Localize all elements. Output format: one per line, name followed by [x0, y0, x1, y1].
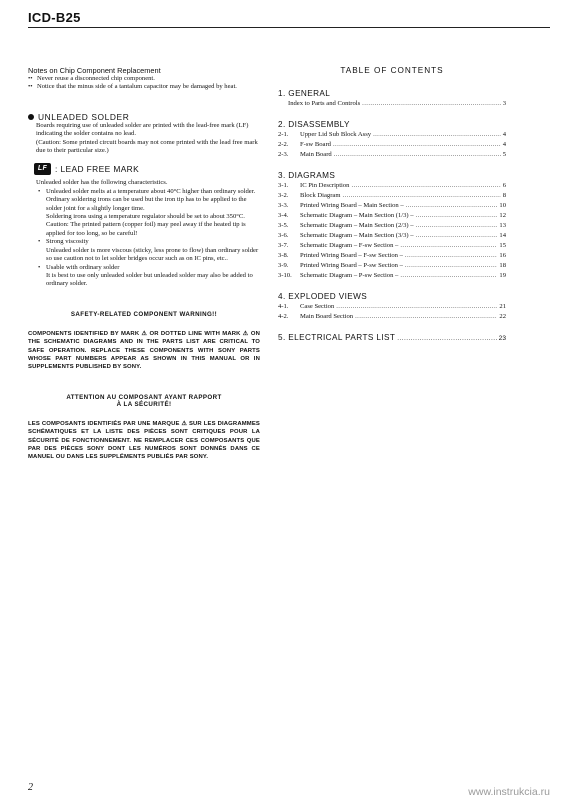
toc-entry-page: 13	[499, 222, 506, 229]
toc-entry-label: Schematic Diagram – Main Section (2/3) –	[300, 222, 414, 229]
toc-leader-dots	[405, 261, 497, 271]
safety-warning-fr	[28, 394, 260, 462]
bullet-icon: •	[38, 238, 41, 246]
toc-entry[interactable]	[278, 302, 506, 312]
toc-entry-number: 3-3.	[278, 202, 289, 209]
toc-entry-label: Printed Wiring Board – Main Section –	[300, 202, 404, 209]
chip-note-text: Notice that the minus side of a tantalum capacitor may be damaged by heat.	[37, 83, 237, 91]
toc-entry-page: 4	[502, 131, 506, 138]
toc-entry-number: 3-6.	[278, 232, 289, 239]
toc-entry-label: Schematic Diagram – F-sw Section –	[300, 242, 399, 249]
toc-entry[interactable]	[278, 231, 506, 241]
chip-notes-title: Notes on Chip Component Replacement	[28, 66, 161, 75]
toc-entry[interactable]	[278, 99, 506, 109]
toc-entry-page: 14	[499, 232, 506, 239]
safety-warning-en	[28, 311, 260, 372]
toc-entry[interactable]	[278, 150, 506, 160]
toc-section	[278, 120, 506, 160]
toc-leader-dots	[336, 302, 497, 312]
unleaded-caution: (Caution: Some printed circuit boards may not come printed with the lead free mark due to their particular size.)	[36, 138, 258, 155]
toc-leader-dots	[400, 271, 497, 281]
header-rule	[28, 27, 550, 28]
lead-free-logo-icon: LF	[34, 163, 51, 175]
toc-leader-dots	[416, 231, 498, 241]
list-item	[36, 188, 260, 238]
toc-entry[interactable]	[278, 140, 506, 150]
toc-entry[interactable]	[278, 251, 506, 261]
toc-entry-number: 3-7.	[278, 242, 289, 249]
toc-entry[interactable]	[278, 211, 506, 221]
safety-warning-fr-title-2: À LA SÉCURITÉ!	[116, 400, 172, 408]
toc-entry-page: 5	[502, 151, 506, 158]
toc-section-heading: 4. EXPLODED VIEWS	[278, 292, 368, 301]
toc-title: TABLE OF CONTENTS	[340, 66, 444, 75]
toc-entry-label: Main Board	[300, 151, 332, 158]
toc-entry-label: Printed Wiring Board – F-sw Section –	[300, 252, 403, 259]
toc-leader-dots	[362, 99, 501, 109]
lead-free-mark-heading	[34, 163, 260, 175]
toc-leader-dots	[342, 191, 500, 201]
toc-leader-dots	[400, 241, 497, 251]
toc-entry-number: 3-10.	[278, 272, 292, 279]
toc-entry-page: 18	[499, 262, 506, 269]
toc-section-heading: 2. DISASSEMBLY	[278, 120, 350, 129]
unleaded-para: Boards requiring use of unleaded solder are printed with the lead-free mark (LF) indicating the solder contains no lead.	[36, 121, 249, 138]
chip-note-text: Never reuse a disconnected chip component.	[37, 75, 155, 82]
toc-entry-page: 16	[499, 252, 506, 259]
safety-warning-text: COMPONENTS IDENTIFIED BY MARK ⚠ OR DOTTED LINE WITH MARK ⚠ ON THE SCHEMATIC DIAGRAMS AND IN THE PARTS LIST ARE CRITICAL TO SAFE OPERATION. REPLACE THESE COMPONENTS WITH SONY PARTS WHOSE PART NUMBERS APPEAR AS SHOWN IN THIS MANUAL OR IN SUPPLEMENTS PUBLISHED BY SONY.	[28, 330, 260, 371]
toc-entry-page: 15	[499, 242, 506, 249]
toc-entry[interactable]	[278, 271, 506, 281]
item-line: Unleaded solder is more viscous (sticky, less prone to flow) than ordinary solder so use caution not to let solder bridges occur such as on IC pins, etc..	[46, 246, 259, 263]
toc-entry-page: 12	[499, 212, 506, 219]
note-mark: ••	[28, 75, 33, 82]
model-title: ICD-B25	[28, 10, 81, 25]
toc-entry[interactable]	[278, 312, 506, 322]
item-line: Strong viscosity	[46, 238, 89, 246]
toc-entry-label: Index to Parts and Controls	[288, 100, 361, 107]
unleaded-heading-text: UNLEADED SOLDER	[38, 111, 130, 122]
toc-leader-dots	[351, 181, 500, 191]
item-line: Usable with ordinary solder	[46, 263, 120, 271]
item-line: Soldering irons using a temperature regulator should be set to about 350°C.	[46, 213, 245, 221]
toc-entry-label: Block Diagram	[300, 192, 341, 199]
list-item	[36, 264, 260, 289]
toc-leader-dots	[416, 221, 498, 231]
toc-section	[278, 292, 506, 322]
toc-section	[278, 89, 506, 109]
toc-leader-dots	[406, 201, 498, 211]
chip-note	[28, 75, 260, 83]
toc-entry-label: Main Board Section	[300, 313, 354, 320]
left-column	[28, 66, 260, 462]
toc-entry-number: 3-1.	[278, 182, 289, 189]
toc-entry-label: Schematic Diagram – Main Section (1/3) –	[300, 212, 414, 219]
chip-note	[28, 83, 260, 91]
bullet-icon	[28, 114, 34, 120]
item-line: It is best to use only unleaded solder but unleaded solder may also be added to ordinary solder.	[46, 271, 253, 288]
characteristics-intro: Unleaded solder has the following characteristics.	[36, 179, 168, 187]
toc-leader-dots	[416, 211, 498, 221]
toc-entry-page: 10	[499, 202, 506, 209]
characteristics-list	[36, 188, 260, 289]
item-line: Ordinary soldering irons can be used but the iron tip has to be applied to the solder joint for a slightly longer time.	[46, 196, 247, 212]
toc-entry-number: 3-9.	[278, 262, 289, 269]
safety-warning-fr-title-1: ATTENTION AU COMPOSANT AYANT RAPPORT	[66, 393, 222, 401]
toc-entry-page: 21	[499, 303, 506, 310]
item-line: Unleaded solder melts at a temperature about 40°C higher than ordinary solder.	[46, 187, 256, 195]
toc-entry[interactable]	[278, 130, 506, 140]
toc-entry-page: 4	[502, 141, 506, 148]
toc-entry-label: Schematic Diagram – P-sw Section –	[300, 272, 399, 279]
toc-entry[interactable]	[278, 181, 506, 191]
toc-entry[interactable]	[278, 241, 506, 251]
toc-section-heading: 5. ELECTRICAL PARTS LIST	[278, 333, 396, 342]
toc-entry-number: 3-8.	[278, 252, 289, 259]
toc-entry[interactable]	[278, 221, 506, 231]
toc-section-heading: 3. DIAGRAMS	[278, 171, 336, 180]
toc-entry-label: Printed Wiring Board – P-sw Section –	[300, 262, 403, 269]
toc-leader-dots	[333, 140, 501, 150]
toc-entry-page: 8	[502, 192, 506, 199]
toc-section	[278, 171, 506, 281]
toc-entry-number: 2-3.	[278, 151, 289, 158]
toc-section-heading: 1. GENERAL	[278, 89, 331, 98]
bullet-icon: •	[38, 263, 41, 271]
item-line: Caution: The printed pattern (copper foil) may peel away if the heated tip is applied for too long, so be careful!	[46, 221, 246, 237]
toc-entry-label: IC Pin Description	[300, 182, 350, 189]
toc-entry-page: 22	[499, 313, 506, 320]
lead-free-heading-text: : LEAD FREE MARK	[55, 164, 140, 175]
table-of-contents	[278, 66, 506, 342]
toc-entry-number: 3-2.	[278, 192, 289, 199]
toc-section-electrical-parts-list[interactable]	[278, 333, 506, 342]
toc-entry[interactable]	[278, 261, 506, 271]
toc-leader-dots	[373, 130, 501, 140]
toc-entry-number: 2-2.	[278, 141, 289, 148]
toc-entry-label: Schematic Diagram – Main Section (3/3) –	[300, 232, 414, 239]
toc-leader-dots	[355, 312, 497, 322]
toc-entry-number	[278, 99, 288, 109]
toc-entry-page: 3	[502, 100, 506, 107]
toc-entry-number: 3-4.	[278, 212, 289, 219]
unleaded-solder-heading	[28, 112, 260, 122]
toc-entry-number: 4-2.	[278, 313, 289, 320]
toc-entry-number: 4-1.	[278, 303, 289, 310]
toc-entry-label: Case Section	[300, 303, 335, 310]
toc-entry-page: 23	[498, 335, 506, 342]
watermark: www.instrukcia.ru	[468, 786, 550, 798]
toc-leader-dots	[334, 150, 501, 160]
toc-leader-dots	[405, 251, 497, 261]
toc-entry-number: 2-1.	[278, 131, 289, 138]
toc-entry-page: 19	[499, 272, 506, 279]
toc-entry-label: Upper Lid Sub Block Assy	[300, 131, 372, 138]
toc-entry-number: 3-5.	[278, 222, 289, 229]
toc-entry-page: 6	[502, 182, 506, 189]
toc-leader-dots	[397, 335, 496, 342]
note-mark: ••	[28, 83, 33, 91]
toc-entry[interactable]	[278, 191, 506, 201]
page-number: 2	[28, 782, 33, 793]
toc-entry[interactable]	[278, 201, 506, 211]
list-item	[36, 238, 260, 263]
bullet-icon: •	[38, 187, 41, 195]
safety-warning-title: SAFETY-RELATED COMPONENT WARNING!!	[70, 310, 218, 318]
safety-warning-fr-text: LES COMPOSANTS IDENTIFIÉS PAR UNE MARQUE ⚠ SUR LES DIAGRAMMES SCHÉMATIQUES ET LA LISTE DES PIÈCES SONT CRITIQUES POUR LA SÉCURITÉ DE FONCTIONNEMENT. NE REMPLACER CES COMPOSANTS QUE PAR DES PIÈCES SONY DONT LES NUMÉROS SONT DONNÉS DANS CE MANUEL OU DANS LES SUPPLÉMENTS PUBLIÉS PAR SONY.	[28, 420, 260, 461]
toc-entry-label: F-sw Board	[300, 141, 331, 148]
